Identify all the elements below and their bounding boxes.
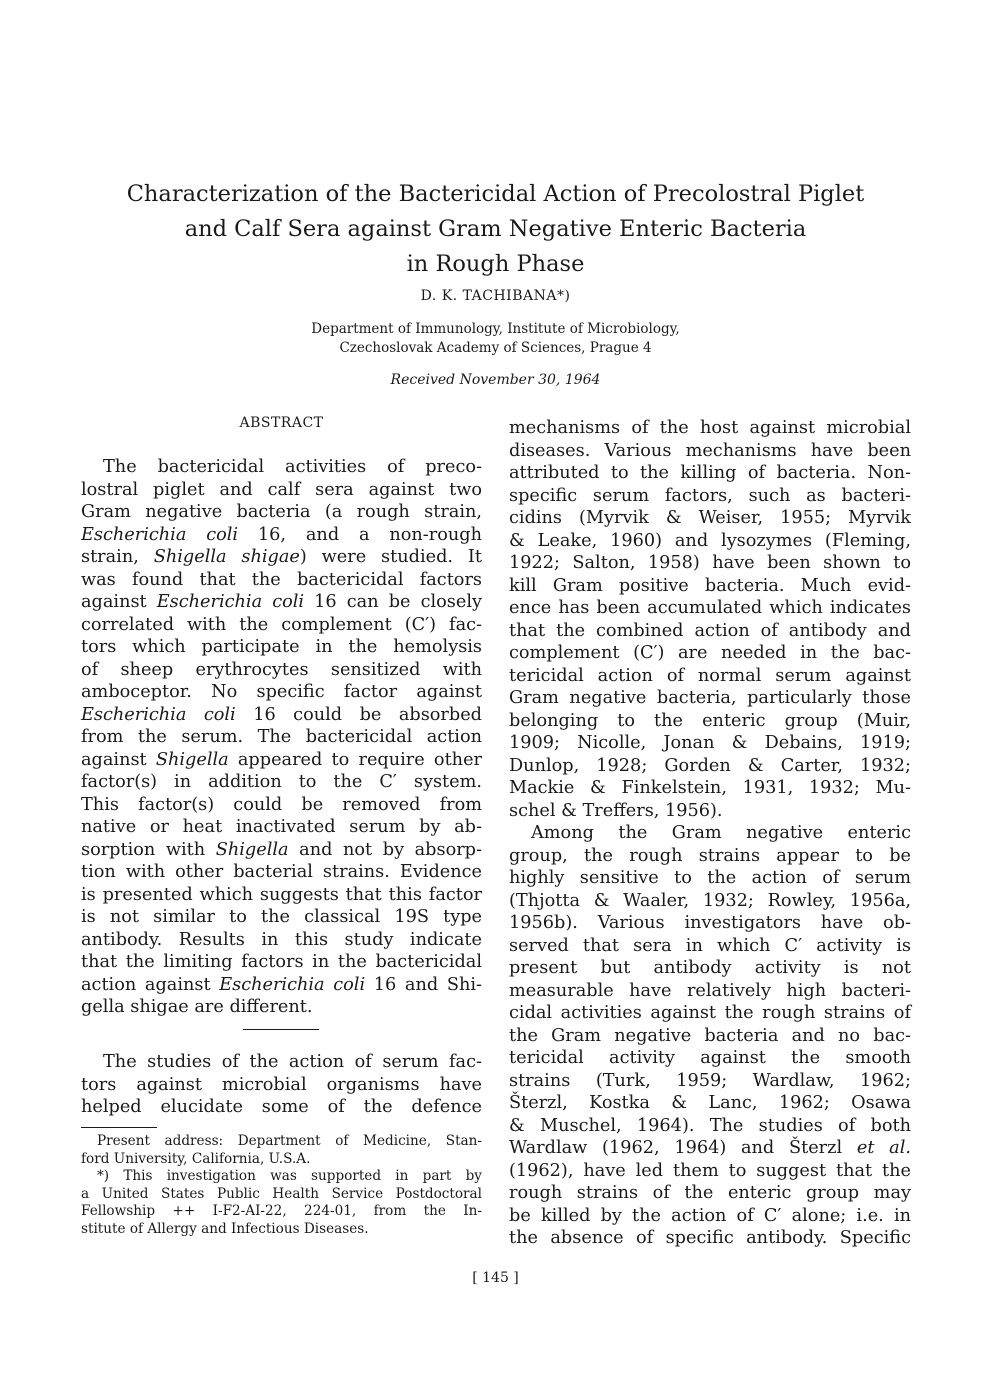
body-line: Gram negative bacteria, particularly those — [509, 688, 911, 708]
paper-title — [60, 177, 931, 282]
body-line: (Thjotta & Waaler, 1932; Rowley, 1956a, — [509, 890, 911, 911]
body-line: strains (Turk, 1959; Wardlaw, 1962; — [509, 1070, 911, 1091]
body-line: against Escherichia coli 16 can be closely — [81, 592, 482, 612]
body-line: of sheep erythrocytes sensitized with — [81, 659, 482, 680]
body-line: schel & Treffers, 1956). — [509, 800, 723, 821]
body-line: correlated with the complement (C′) fac- — [81, 614, 482, 635]
body-line: amboceptor. No specific factor against — [81, 682, 482, 702]
section-divider — [243, 1029, 319, 1030]
body-line: gella shigae are different. — [81, 997, 313, 1017]
received-date: Received November 30, 1964 — [390, 372, 601, 388]
body-line: complement (C′) are needed in the bac- — [509, 643, 911, 663]
footnote-line: ford University, California, U.S.A. — [81, 1150, 311, 1167]
footnote-line: Present address: Department of Medicine, Stan- — [97, 1133, 482, 1149]
body-line: tericidal activity against the smooth — [509, 1048, 911, 1068]
body-line: tors against microbial organisms have — [81, 1074, 482, 1095]
body-line: the Gram negative bacteria and no bac- — [509, 1025, 911, 1046]
page-number: [ 145 ] — [472, 1270, 519, 1286]
body-line: attributed to the killing of bacteria. Non- — [509, 463, 911, 483]
body-line: This factor(s) could be removed from — [81, 794, 482, 815]
body-line: group, the rough strains appear to be — [509, 845, 911, 866]
body-line: (1962), have led them to suggest that the — [509, 1160, 911, 1181]
body-line: highly sensitive to the action of serum — [509, 868, 911, 888]
body-line: kill Gram positive bacteria. Much evid- — [509, 575, 911, 596]
body-line: Mackie & Finkelstein, 1931, 1932; Mu- — [509, 778, 911, 798]
body-line: rough strains of the enteric group may — [509, 1183, 911, 1203]
body-line: Escherichia coli 16, and a non-rough — [81, 524, 482, 545]
body-line: that the limiting factors in the bactericidal — [81, 952, 482, 972]
body-line: & Muschel, 1964). The studies of both — [509, 1115, 911, 1136]
body-line: helped elucidate some of the defence — [81, 1097, 482, 1117]
body-line: antibody. Results in this study indicate — [81, 929, 482, 950]
body-line: tericidal action of normal serum against — [509, 665, 911, 686]
body-line: native or heat inactivated serum by ab- — [81, 817, 482, 837]
body-line: Šterzl, Kostka & Lanc, 1962; Osawa — [509, 1093, 911, 1113]
author: D. K. TACHIBANA*) — [420, 288, 571, 304]
body-line: from the serum. The bactericidal action — [81, 727, 482, 747]
body-line: Wardlaw (1962, 1964) and Šterzl et al. — [509, 1138, 912, 1158]
title-line: Characterization of the Bactericidal Action of Precolostral Piglet — [126, 181, 865, 207]
body-line: 1956b). Various investigators have ob- — [509, 913, 911, 933]
footnote-line: stitute of Allergy and Infectious Diseases. — [81, 1220, 369, 1237]
body-line: that the combined action of antibody and — [509, 620, 911, 641]
body-line: is presented which suggests that this factor — [81, 884, 482, 905]
footnote-line: *) This investigation was supported in part by — [97, 1168, 482, 1185]
title-line: in Rough Phase — [406, 251, 585, 277]
body-line: the absence of specific antibody. Specific — [509, 1228, 911, 1248]
body-line: strain, Shigella shigae) were studied. It — [81, 547, 482, 567]
abstract-heading: ABSTRACT — [239, 415, 324, 431]
body-line: against Shigella appeared to require other — [81, 749, 482, 770]
body-line: ence has been accumulated which indicates — [509, 598, 911, 618]
footnote-line: a United States Public Health Service Postdoctoral — [81, 1185, 482, 1202]
body-line: The bactericidal activities of preco- — [103, 457, 482, 477]
body-line: was found that the bactericidal factors — [81, 569, 482, 590]
body-line: lostral piglet and calf sera against two — [81, 479, 482, 500]
body-line: cidal activities against the rough strains of — [509, 1003, 911, 1023]
footnote-rule — [81, 1127, 157, 1128]
body-line: cidins (Myrvik & Weiser, 1955; Myrvik — [509, 508, 911, 528]
body-line: factor(s) in addition to the C′ system. — [81, 772, 482, 792]
body-line: present but antibody activity is not — [509, 958, 911, 978]
body-line: The studies of the action of serum fac- — [103, 1052, 482, 1072]
body-line: mechanisms of the host against microbial — [509, 418, 911, 438]
body-line: Among the Gram negative enteric — [531, 823, 911, 843]
body-line: tion with other bacterial strains. Evidence — [81, 862, 482, 882]
body-line: sorption with Shigella and not by absorp- — [81, 839, 482, 860]
footnote-line: Fellowship ++ I-F2-AI-22, 224-01, from the In- — [81, 1203, 482, 1220]
affiliation — [0, 320, 991, 358]
body-line: diseases. Various mechanisms have been — [509, 440, 911, 461]
body-line: tors which participate in the hemolysis — [81, 637, 482, 657]
body-line: belonging to the enteric group (Muir, — [509, 710, 911, 731]
footnotes — [81, 1133, 482, 1239]
body-line: served that sera in which C′ activity is — [509, 935, 911, 956]
body-line: measurable have relatively high bacteri- — [509, 980, 911, 1001]
affiliation-line: Czechoslovak Academy of Sciences, Prague 4 — [339, 340, 652, 356]
body-line: action against Escherichia coli 16 and Shi- — [81, 974, 482, 995]
body-line: Dunlop, 1928; Gorden & Carter, 1932; — [509, 755, 911, 776]
body-line: & Leake, 1960) and lysozymes (Fleming, — [509, 530, 911, 551]
body-line: 1922; Salton, 1958) have been shown to — [509, 553, 911, 573]
body-line: specific serum factors, such as bacteri- — [509, 485, 911, 506]
title-line: and Calf Sera against Gram Negative Enteric Bacteria — [184, 216, 807, 242]
body-line: Escherichia coli 16 could be absorbed — [81, 704, 483, 725]
body-line: be killed by the action of C′ alone; i.e. in — [509, 1205, 911, 1226]
body-line: Gram negative bacteria (a rough strain, — [81, 502, 482, 522]
affiliation-line: Department of Immunology, Institute of Microbiology, — [311, 321, 680, 337]
body-line: 1909; Nicolle, Jonan & Debains, 1919; — [509, 733, 911, 753]
body-line: is not similar to the classical 19S type — [81, 907, 482, 927]
